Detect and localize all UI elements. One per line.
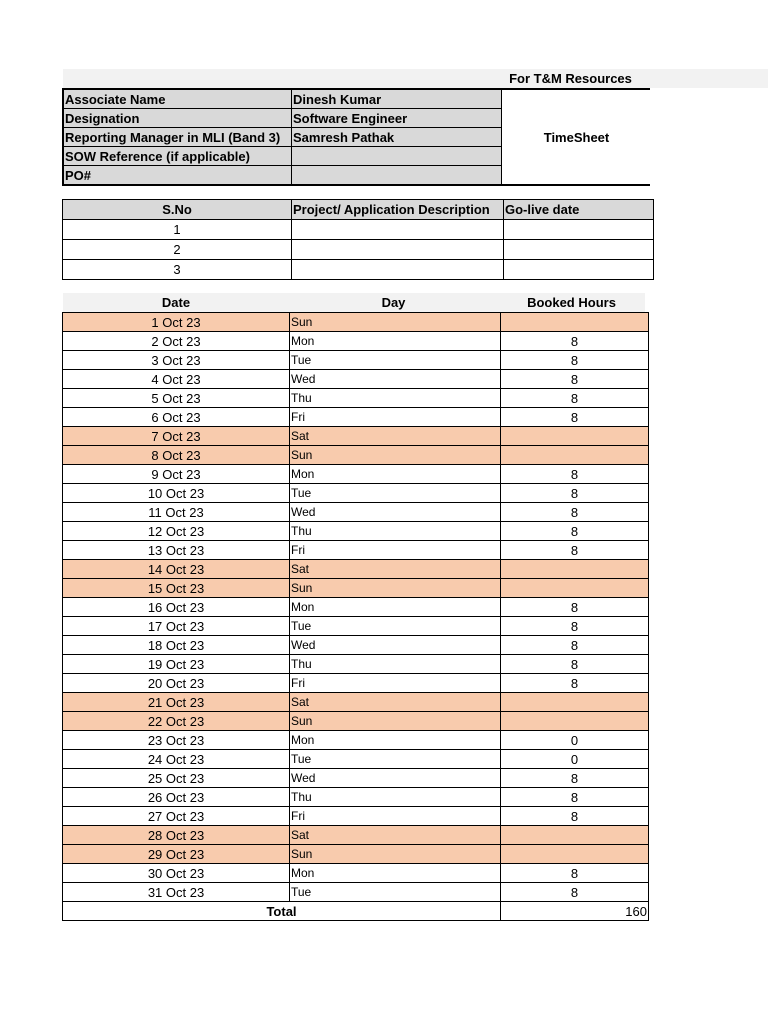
date-cell: 4 Oct 23	[63, 370, 290, 389]
timesheet-row	[63, 864, 649, 883]
tm-resources-label: For T&M Resources	[509, 71, 632, 86]
booked-hours-cell[interactable]: 8	[501, 541, 649, 560]
day-cell: Thu	[290, 522, 501, 541]
timesheet-row	[63, 636, 649, 655]
timesheet-row	[63, 617, 649, 636]
day-cell: Sat	[290, 427, 501, 446]
project-row	[63, 260, 654, 280]
project-row	[63, 220, 654, 240]
date-cell: 18 Oct 23	[63, 636, 290, 655]
golive-cell[interactable]	[504, 260, 654, 280]
date-cell: 29 Oct 23	[63, 845, 290, 864]
day-cell: Wed	[290, 636, 501, 655]
booked-hours-cell[interactable]	[501, 712, 649, 731]
timesheet-row	[63, 465, 649, 484]
golive-header: Go-live date	[504, 200, 654, 220]
sno-cell: 1	[63, 220, 292, 240]
booked-hours-cell[interactable]: 8	[501, 332, 649, 351]
date-cell: 11 Oct 23	[63, 503, 290, 522]
booked-hours-cell[interactable]: 8	[501, 864, 649, 883]
booked-hours-cell[interactable]: 8	[501, 522, 649, 541]
booked-hours-cell[interactable]: 8	[501, 465, 649, 484]
date-cell: 14 Oct 23	[63, 560, 290, 579]
booked-hours-cell[interactable]: 8	[501, 370, 649, 389]
day-cell: Mon	[290, 864, 501, 883]
timesheet-row	[63, 313, 649, 332]
booked-hours-cell[interactable]: 8	[501, 617, 649, 636]
date-cell: 5 Oct 23	[63, 389, 290, 408]
day-cell: Sun	[290, 446, 501, 465]
timesheet-row	[63, 826, 649, 845]
project-row	[63, 240, 654, 260]
timesheet-row	[63, 693, 649, 712]
day-cell: Sat	[290, 560, 501, 579]
booked-hours-cell[interactable]: 8	[501, 389, 649, 408]
day-cell: Mon	[290, 465, 501, 484]
booked-hours-cell[interactable]: 8	[501, 674, 649, 693]
timesheet-row	[63, 845, 649, 864]
date-cell: 19 Oct 23	[63, 655, 290, 674]
golive-cell[interactable]	[504, 220, 654, 240]
day-cell: Wed	[290, 370, 501, 389]
description-header: Project/ Application Description	[292, 200, 504, 220]
date-cell: 23 Oct 23	[63, 731, 290, 750]
timesheet-table	[62, 312, 649, 921]
info-value[interactable]: Software Engineer	[292, 109, 502, 128]
timesheet-row	[63, 522, 649, 541]
description-cell[interactable]	[292, 240, 504, 260]
booked-hours-cell[interactable]: 8	[501, 636, 649, 655]
booked-hours-cell[interactable]: 8	[501, 807, 649, 826]
info-label: SOW Reference (if applicable)	[63, 147, 292, 166]
sno-cell: 3	[63, 260, 292, 280]
day-cell: Fri	[290, 408, 501, 427]
booked-hours-cell[interactable]: 0	[501, 731, 649, 750]
info-value[interactable]: Dinesh Kumar	[292, 89, 502, 109]
info-row	[63, 89, 650, 109]
booked-hours-cell[interactable]	[501, 446, 649, 465]
day-cell: Tue	[290, 750, 501, 769]
timesheet-row	[63, 731, 649, 750]
booked-hours-cell[interactable]: 8	[501, 788, 649, 807]
timesheet-row	[63, 427, 649, 446]
date-cell: 6 Oct 23	[63, 408, 290, 427]
project-table	[62, 199, 654, 280]
day-cell: Sun	[290, 845, 501, 864]
timesheet-row	[63, 408, 649, 427]
header-band	[63, 69, 768, 88]
date-cell: 17 Oct 23	[63, 617, 290, 636]
date-cell: 13 Oct 23	[63, 541, 290, 560]
day-cell: Wed	[290, 769, 501, 788]
timesheet-row	[63, 484, 649, 503]
date-cell: 28 Oct 23	[63, 826, 290, 845]
day-cell: Sun	[290, 313, 501, 332]
timesheet-row	[63, 655, 649, 674]
booked-hours-cell[interactable]: 8	[501, 598, 649, 617]
booked-hours-cell[interactable]	[501, 845, 649, 864]
timesheet-row	[63, 788, 649, 807]
timesheet-title: TimeSheet	[502, 89, 651, 185]
day-cell: Wed	[290, 503, 501, 522]
description-cell[interactable]	[292, 220, 504, 240]
booked-hours-cell[interactable]	[501, 560, 649, 579]
sno-header: S.No	[63, 200, 292, 220]
date-cell: 26 Oct 23	[63, 788, 290, 807]
info-value[interactable]	[292, 166, 502, 186]
booked-hours-cell[interactable]: 8	[501, 503, 649, 522]
timesheet-body	[63, 313, 649, 921]
day-cell: Fri	[290, 541, 501, 560]
date-cell: 3 Oct 23	[63, 351, 290, 370]
timesheet-row	[63, 750, 649, 769]
day-cell: Tue	[290, 484, 501, 503]
day-cell: Fri	[290, 674, 501, 693]
date-cell: 30 Oct 23	[63, 864, 290, 883]
info-value[interactable]	[292, 147, 502, 166]
day-cell: Thu	[290, 788, 501, 807]
total-value: 160	[501, 902, 649, 921]
day-cell: Tue	[290, 883, 501, 902]
timesheet-row	[63, 807, 649, 826]
golive-cell[interactable]	[504, 240, 654, 260]
day-header: Day	[381, 295, 406, 310]
booked-hours-cell[interactable]: 8	[501, 351, 649, 370]
date-cell: 22 Oct 23	[63, 712, 290, 731]
date-cell: 16 Oct 23	[63, 598, 290, 617]
timesheet-row	[63, 674, 649, 693]
day-cell: Mon	[290, 598, 501, 617]
timesheet-row	[63, 883, 649, 902]
date-cell: 1 Oct 23	[63, 313, 290, 332]
date-cell: 24 Oct 23	[63, 750, 290, 769]
booked-hours-cell[interactable]: 8	[501, 484, 649, 503]
day-cell: Sat	[290, 693, 501, 712]
timesheet-row	[63, 560, 649, 579]
date-cell: 21 Oct 23	[63, 693, 290, 712]
booked-hours-cell[interactable]: 8	[501, 408, 649, 427]
timesheet-row	[63, 332, 649, 351]
booked-hours-header: Booked Hours	[527, 295, 616, 310]
date-cell: 7 Oct 23	[63, 427, 290, 446]
timesheet-row	[63, 579, 649, 598]
info-label: PO#	[63, 166, 292, 186]
timesheet-row	[63, 712, 649, 731]
project-header-row	[63, 200, 654, 220]
date-cell: 12 Oct 23	[63, 522, 290, 541]
sno-cell: 2	[63, 240, 292, 260]
info-value[interactable]: Samresh Pathak	[292, 128, 502, 147]
day-cell: Sun	[290, 579, 501, 598]
day-cell: Thu	[290, 389, 501, 408]
booked-hours-cell[interactable]	[501, 313, 649, 332]
info-label: Designation	[63, 109, 292, 128]
timesheet-row	[63, 389, 649, 408]
booked-hours-cell[interactable]: 8	[501, 769, 649, 788]
timesheet-row	[63, 598, 649, 617]
day-cell: Fri	[290, 807, 501, 826]
timesheet-row	[63, 769, 649, 788]
booked-hours-cell[interactable]: 8	[501, 883, 649, 902]
booked-hours-cell[interactable]	[501, 427, 649, 446]
day-cell: Mon	[290, 731, 501, 750]
booked-hours-cell[interactable]	[501, 826, 649, 845]
date-cell: 27 Oct 23	[63, 807, 290, 826]
date-header: Date	[161, 295, 191, 310]
day-cell: Thu	[290, 655, 501, 674]
timesheet-row	[63, 370, 649, 389]
booked-hours-cell[interactable]	[501, 579, 649, 598]
day-cell: Sun	[290, 712, 501, 731]
date-cell: 15 Oct 23	[63, 579, 290, 598]
day-cell: Tue	[290, 617, 501, 636]
booked-hours-cell[interactable]: 0	[501, 750, 649, 769]
timesheet-row	[63, 446, 649, 465]
timesheet-row	[63, 541, 649, 560]
date-cell: 2 Oct 23	[63, 332, 290, 351]
booked-hours-cell[interactable]: 8	[501, 655, 649, 674]
timesheet-row	[63, 351, 649, 370]
associate-info-table	[62, 88, 650, 186]
timesheet-row	[63, 503, 649, 522]
date-cell: 25 Oct 23	[63, 769, 290, 788]
booked-hours-cell[interactable]	[501, 693, 649, 712]
info-label: Reporting Manager in MLI (Band 3)	[63, 128, 292, 147]
date-cell: 20 Oct 23	[63, 674, 290, 693]
day-cell: Sat	[290, 826, 501, 845]
date-cell: 10 Oct 23	[63, 484, 290, 503]
date-cell: 31 Oct 23	[63, 883, 290, 902]
total-label: Total	[63, 902, 501, 921]
total-row	[63, 902, 649, 921]
date-cell: 8 Oct 23	[63, 446, 290, 465]
day-cell: Mon	[290, 332, 501, 351]
info-label: Associate Name	[63, 89, 292, 109]
description-cell[interactable]	[292, 260, 504, 280]
day-cell: Tue	[290, 351, 501, 370]
date-cell: 9 Oct 23	[63, 465, 290, 484]
